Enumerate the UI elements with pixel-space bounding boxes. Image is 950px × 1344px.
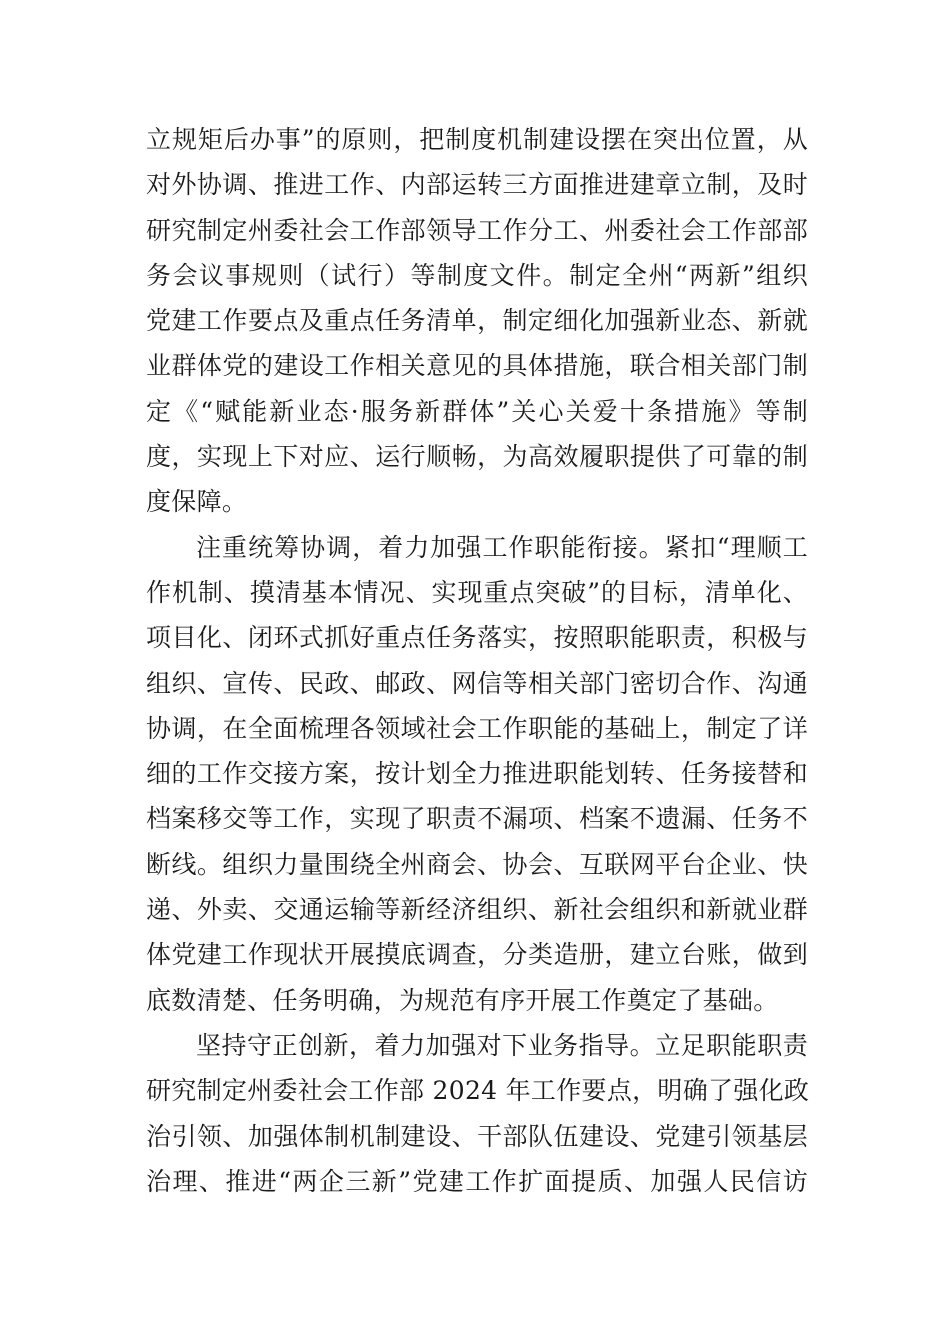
text-line: 组织、宣传、民政、邮政、网信等相关部门密切合作、沟通: [146, 668, 808, 698]
paragraph-2: [146, 525, 808, 1023]
text-line: 底数清楚、任务明确，为规范有序开展工作奠定了基础。: [146, 985, 779, 1015]
text-line: 体党建工作现状开展摸底调查，分类造册，建立台账，做到: [146, 940, 808, 970]
text-line: 研究制定州委社会工作部领导工作分工、州委社会工作部部: [146, 215, 808, 245]
text-line: 业群体党的建设工作相关意见的具体措施，联合相关部门制: [146, 351, 808, 381]
text-line: 立规矩后办事”的原则，把制度机制建设摆在突出位置，从: [146, 125, 808, 154]
text-line: 注重统筹协调，着力加强工作职能衔接。紧扣“理顺工: [196, 532, 808, 562]
text-line: 定《“赋能新业态·服务新群体”关心关爱十条措施》等制: [146, 396, 808, 426]
text-line: 党建工作要点及重点任务清单，制定细化加强新业态、新就: [146, 306, 808, 336]
text-line: 坚持守正创新，着力加强对下业务指导。立足职能职责: [196, 1030, 808, 1060]
text-line: 研究制定州委社会工作部 2024 年工作要点，明确了强化政: [146, 1076, 810, 1106]
paragraph-1: [146, 117, 808, 525]
text-line: 作机制、摸清基本情况、实现重点突破”的目标，清单化、: [146, 577, 808, 607]
text-line: 度保障。: [146, 487, 248, 517]
text-line: 档案移交等工作，实现了职责不漏项、档案不遗漏、任务不: [146, 804, 808, 834]
paragraph-3: [146, 1023, 808, 1204]
text-line: 项目化、闭环式抓好重点任务落实，按照职能职责，积极与: [146, 623, 808, 653]
text-line: 务会议事规则（试行）等制度文件。制定全州“两新”组织: [146, 260, 808, 290]
text-line: 度，实现上下对应、运行顺畅，为高效履职提供了可靠的制: [146, 442, 808, 472]
text-line: 治引领、加强体制机制建设、干部队伍建设、党建引领基层: [146, 1121, 808, 1151]
text-line: 对外协调、推进工作、内部运转三方面推进建章立制，及时: [146, 170, 808, 200]
text-line: 协调，在全面梳理各领域社会工作职能的基础上，制定了详: [146, 713, 808, 743]
text-line: 断线。组织力量围绕全州商会、协会、互联网平台企业、快: [146, 849, 808, 879]
text-line: 细的工作交接方案，按计划全力推进职能划转、任务接替和: [146, 759, 808, 789]
document-body: [146, 117, 808, 1204]
text-line: 治理、推进“两企三新”党建工作扩面提质、加强人民信访: [146, 1166, 808, 1196]
text-line: 递、外卖、交通运输等新经济组织、新社会组织和新就业群: [146, 895, 808, 925]
